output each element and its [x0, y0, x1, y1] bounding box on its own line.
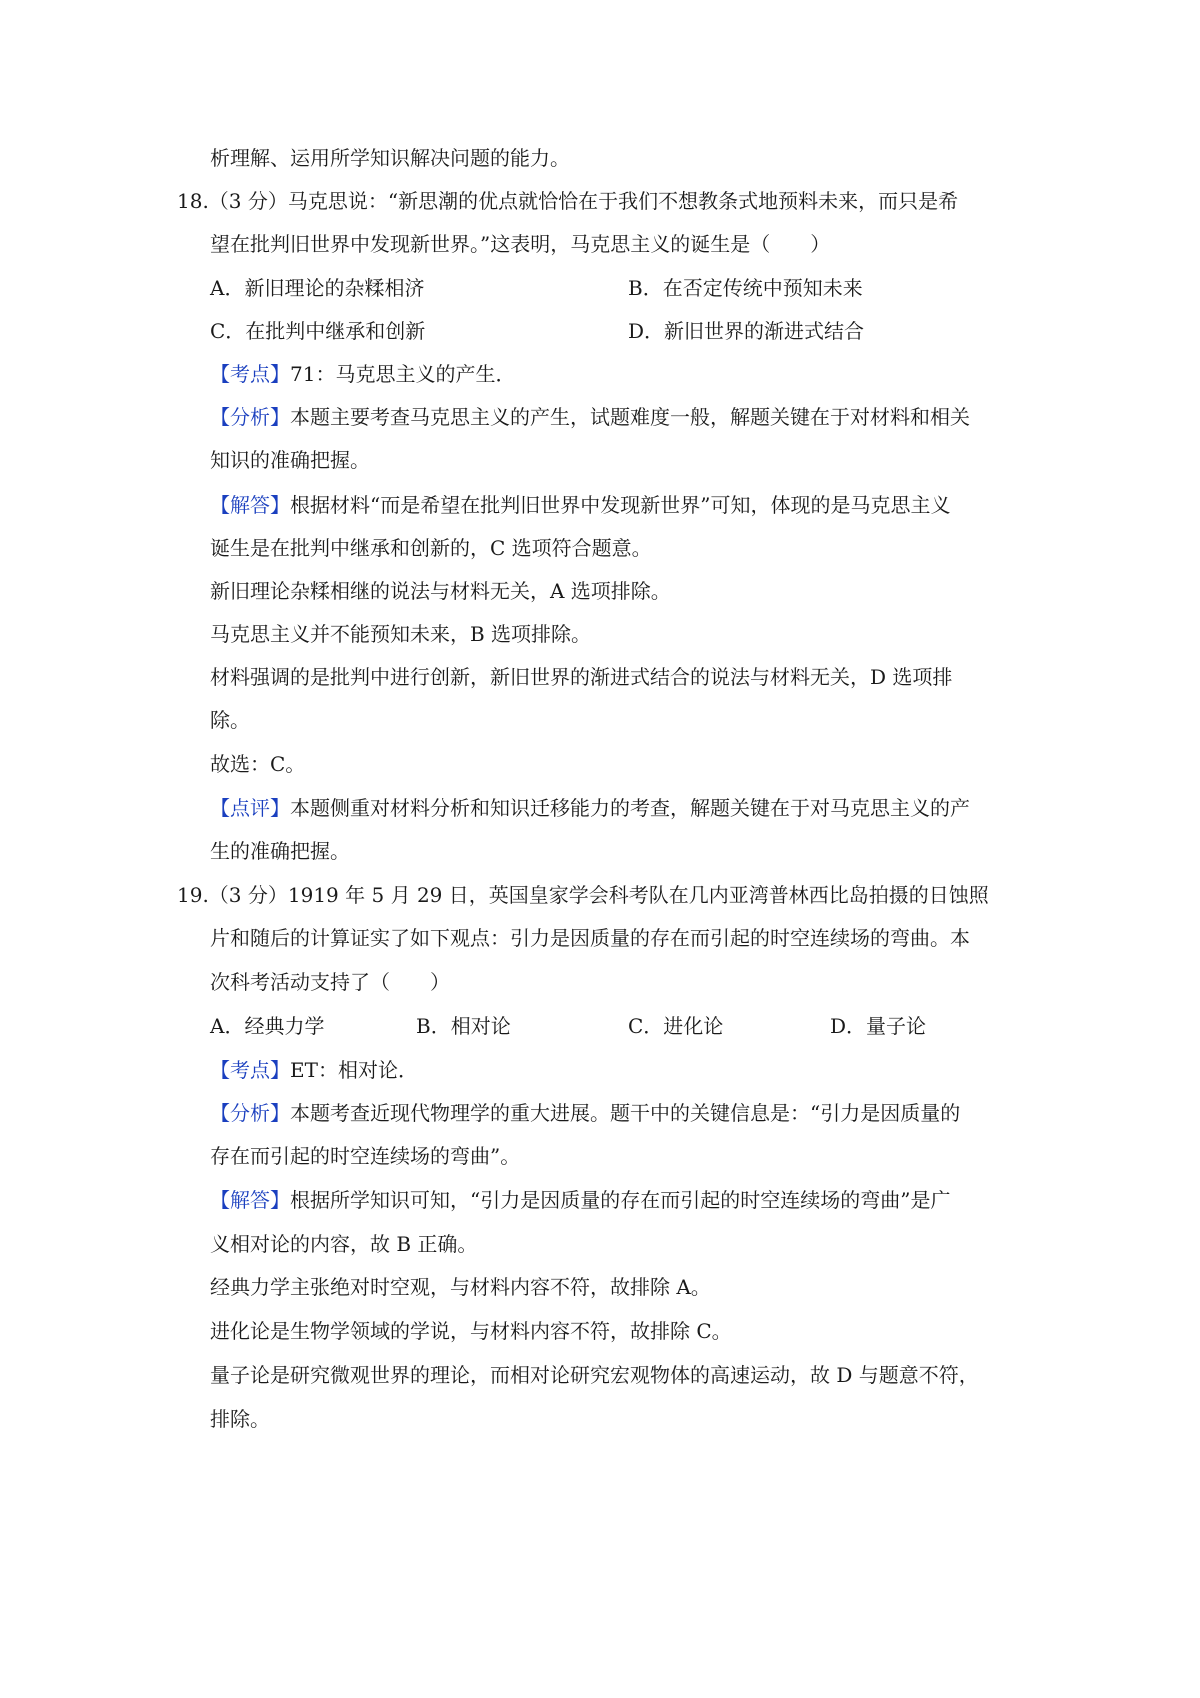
q18-answer: 故选：C。 — [210, 752, 306, 776]
q18-kaodian — [210, 359, 515, 389]
q19-jieda-text1: 根据所学知识可知，“引力是因质量的存在而引起的时空连续场的弯曲”是广 — [290, 1188, 951, 1212]
q18-option-c: C．在批判中继承和创新 — [210, 319, 426, 343]
q18-fenxi-tag: 【分析】 — [210, 405, 290, 429]
q18-stem-line2: 望在批判旧世界中发现新世界。”这表明，马克思主义的诞生是（ ） — [210, 232, 831, 256]
q18-jieda — [210, 490, 950, 520]
q18-explain1: 新旧理论杂糅相继的说法与材料无关，A 选项排除。 — [210, 579, 671, 603]
q18-jieda-text1: 根据材料“而是希望在批判旧世界中发现新世界”可知，体现的是马克思主义 — [290, 493, 951, 517]
q19-option-a: A．经典力学 — [210, 1014, 325, 1038]
q19-stem-line3: 次科考活动支持了（ ） — [210, 970, 450, 994]
q19-option-b: B．相对论 — [416, 1014, 511, 1038]
q19-fenxi-text1: 本题考查近现代物理学的重大进展。题干中的关键信息是：“引力是因质量的 — [290, 1101, 961, 1125]
q18-dianping-text1: 本题侧重对材料分析和知识迁移能力的考查，解题关键在于对马克思主义的产 — [290, 796, 970, 820]
q18-option-d: D．新旧世界的渐进式结合 — [628, 319, 865, 343]
q19-jieda-tag: 【解答】 — [210, 1188, 290, 1212]
q19-kaodian-tag: 【考点】 — [210, 1058, 290, 1082]
q18-stem-line1: 18.（3 分）马克思说：“新思潮的优点就恰恰在于我们不想教条式地预料未来，而只是希 — [177, 189, 959, 213]
q18-explain2: 马克思主义并不能预知未来，B 选项排除。 — [210, 622, 592, 646]
q19-stem-line1: 19.（3 分）1919 年 5 月 29 日，英国皇家学会科考队在几内亚湾普林西比岛拍摄的日蚀照 — [177, 883, 989, 907]
q18-fenxi-text1: 本题主要考查马克思主义的产生，试题难度一般，解题关键在于对材料和相关 — [290, 405, 970, 429]
q19-fenxi — [210, 1098, 960, 1128]
q19-kaodian — [210, 1055, 418, 1085]
q19-fenxi-tag: 【分析】 — [210, 1101, 290, 1125]
intro-tail-text: 析理解、运用所学知识解决问题的能力。 — [210, 146, 570, 170]
q18-jieda-tag: 【解答】 — [210, 493, 290, 517]
q18-dianping-tag: 【点评】 — [210, 796, 290, 820]
q18-dianping — [210, 793, 970, 823]
q19-explain3b: 排除。 — [210, 1407, 270, 1431]
q18-fenxi — [210, 402, 970, 432]
q18-fenxi-text2: 知识的准确把握。 — [210, 448, 370, 472]
q19-option-c: C．进化论 — [628, 1014, 724, 1038]
q18-option-a: A．新旧理论的杂糅相济 — [210, 276, 425, 300]
q19-stem-line2: 片和随后的计算证实了如下观点：引力是因质量的存在而引起的时空连续场的弯曲。本 — [210, 926, 970, 950]
q18-option-b: B．在否定传统中预知未来 — [628, 276, 863, 300]
q19-jieda — [210, 1185, 950, 1215]
q18-kaodian-tag: 【考点】 — [210, 362, 290, 386]
q18-explain3a: 材料强调的是批判中进行创新，新旧世界的渐进式结合的说法与材料无关，D 选项排 — [210, 665, 953, 689]
q19-explain3a: 量子论是研究微观世界的理论，而相对论研究宏观物体的高速运动，故 D 与题意不符， — [210, 1363, 979, 1387]
q19-jieda-text2: 义相对论的内容，故 B 正确。 — [210, 1232, 478, 1256]
q19-fenxi-text2: 存在而引起的时空连续场的弯曲”。 — [210, 1144, 521, 1168]
q18-kaodian-text: 71：马克思主义的产生． — [290, 362, 516, 386]
q19-option-d: D．量子论 — [830, 1014, 927, 1038]
q18-dianping-text2: 生的准确把握。 — [210, 839, 350, 863]
q19-explain1: 经典力学主张绝对时空观，与材料内容不符，故排除 A。 — [210, 1275, 711, 1299]
q18-jieda-text2: 诞生是在批判中继承和创新的，C 选项符合题意。 — [210, 536, 652, 560]
q19-explain2: 进化论是生物学领域的学说，与材料内容不符，故排除 C。 — [210, 1319, 732, 1343]
q18-explain3b: 除。 — [210, 708, 250, 732]
q19-kaodian-text: ET：相对论． — [290, 1058, 418, 1082]
